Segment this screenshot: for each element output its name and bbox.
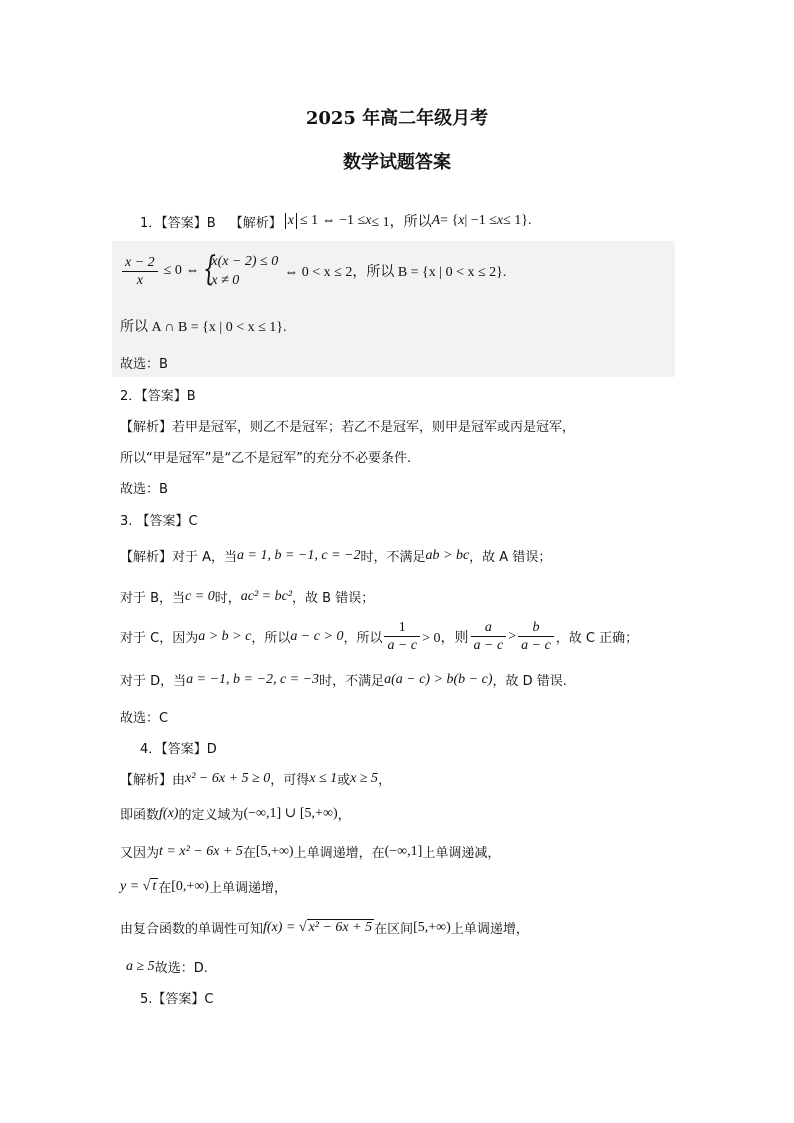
- q4-math: (−∞,1] ∪ [5,+∞): [243, 806, 338, 821]
- q3-text: ，故 A 错误；: [469, 550, 552, 565]
- q3-math: a(a − c) > b(b − c): [384, 671, 493, 687]
- sqrt-radicand: x² − 6x + 5: [308, 920, 373, 935]
- q1-abs-x: x: [285, 213, 297, 229]
- q3-text: ，故 C 正确；: [555, 631, 639, 646]
- fraction-numerator: a: [471, 619, 507, 637]
- q4-text: 【解析】由: [120, 773, 186, 788]
- q4-text: 上单调递增，在: [293, 846, 385, 861]
- q4-math: y = √: [120, 878, 151, 894]
- q4-math: (−∞,1]: [384, 843, 423, 859]
- q4-text: 在: [242, 846, 256, 861]
- q1-cases: [203, 249, 279, 290]
- q3-math: ab > bc: [425, 547, 470, 563]
- q4-text: 的定义域为: [178, 808, 244, 823]
- q4-answer-label: 4．【答案】D: [140, 742, 217, 757]
- q3-text: ，所以: [251, 631, 291, 646]
- q4-text: 上单调递减，: [422, 846, 501, 861]
- fraction-numerator: b: [518, 619, 554, 637]
- q1-text: ≤ 1，所以: [371, 215, 432, 230]
- case-row: x ≠ 0: [211, 273, 240, 288]
- q4-text: 在: [158, 881, 172, 896]
- q3-text: 时，: [214, 591, 241, 606]
- q1-text: ⇔ 0 < x ≤ 2，所以 B = {x | 0 < x ≤ 2}.: [284, 265, 507, 280]
- q4-math: f(x) = √: [263, 919, 307, 935]
- q3-math: c = 0: [185, 588, 215, 604]
- q4-math: x² − 6x + 5 ≥ 0: [185, 770, 271, 786]
- q1-line-2: [120, 249, 507, 290]
- q1-line-4: 故选：B: [120, 357, 168, 372]
- q3-line-3: [120, 619, 638, 654]
- case-row: x(x − 2) ≤ 0: [211, 254, 279, 269]
- q4-math: a ≥ 5: [126, 958, 155, 974]
- q3-math: a − c > 0: [290, 628, 344, 644]
- q1-text: A: [431, 213, 441, 228]
- q4-math: [5,+∞): [413, 919, 451, 935]
- q3-text: >: [508, 628, 517, 644]
- q3-text: > 0，则: [422, 630, 469, 646]
- q5-answer-label: 5.【答案】C: [140, 992, 214, 1007]
- page-subtitle: 数学试题答案: [343, 152, 451, 173]
- q3-text: ，故 B 错误；: [292, 591, 375, 606]
- q1-text: x: [496, 213, 504, 228]
- q4-text: 即函数: [120, 808, 160, 823]
- q1-line-3: 所以 A ∩ B = {x | 0 < x ≤ 1}.: [120, 320, 287, 335]
- page-title: 2025 年高二年级月考: [305, 108, 489, 129]
- q4-line-3: [120, 842, 500, 861]
- q3-line-4: [120, 670, 567, 689]
- fraction-numerator: 1: [384, 619, 420, 637]
- q4-text: 或: [337, 773, 351, 788]
- q3-line-2: [120, 587, 374, 606]
- q4-text: ，可得: [270, 773, 310, 788]
- q4-line-6: [126, 957, 208, 976]
- q4-text: 又因为: [120, 846, 160, 861]
- q4-text: 上单调递增，: [450, 922, 529, 937]
- q3-text: 时，不满足: [360, 550, 426, 565]
- q3-text: 对于 C，因为: [120, 631, 199, 646]
- q3-fraction: [384, 619, 420, 654]
- q3-text: 对于 D，当: [120, 674, 187, 689]
- q3-line-5: 故选：C: [120, 711, 169, 726]
- q3-text: ，故 D 错误.: [492, 674, 567, 689]
- q4-math: [0,+∞): [171, 878, 209, 894]
- q4-text: ，: [337, 808, 351, 823]
- q4-line-5: [120, 918, 529, 937]
- q3-text: 时，不满足: [319, 674, 385, 689]
- q1-text: ≤ 1 ⇔ −1 ≤: [299, 213, 366, 228]
- q4-math: x ≥ 5: [350, 770, 379, 786]
- q2-line-3: 故选：B: [120, 482, 168, 497]
- q2-line-2: 所以“甲是冠军”是“乙不是冠军”的充分不必要条件.: [120, 451, 412, 466]
- q1-line-1: [140, 211, 532, 231]
- q4-math: f(x): [159, 805, 179, 821]
- q4-text: 故选：D.: [154, 961, 208, 976]
- q1-text: ≤ 1}.: [503, 213, 532, 228]
- brace-symbol: {: [203, 249, 217, 289]
- q4-line-1: [120, 769, 391, 788]
- q1-text: x: [458, 213, 465, 228]
- q2-answer-label: 2．【答案】B: [120, 389, 196, 404]
- q4-text: 由复合函数的单调性可知: [120, 922, 264, 937]
- q4-text: 在区间: [374, 922, 414, 937]
- q1-text: | −1 ≤: [464, 213, 497, 228]
- fraction-denominator: a − c: [473, 638, 504, 653]
- q3-text: ，所以: [343, 631, 383, 646]
- q3-text: 对于 B，当: [120, 591, 186, 606]
- q4-text: ，: [378, 773, 392, 788]
- fraction-denominator: a − c: [521, 638, 551, 653]
- q3-math: ac² = bc²: [240, 588, 293, 604]
- q4-math: t = x² − 6x + 5: [159, 843, 243, 859]
- q4-line-4: [120, 877, 287, 896]
- q1-text: ≤ 0 ⇔: [163, 263, 200, 278]
- q1-text: x: [365, 213, 372, 228]
- q1-text: = {: [440, 213, 459, 228]
- fraction-denominator: x: [136, 272, 143, 288]
- q2-line-1: 【解析】若甲是冠军，则乙不是冠军；若乙不是冠军，则甲是冠军或丙是冠军，: [120, 420, 576, 435]
- q3-fraction: [518, 619, 554, 654]
- q1-fraction: [122, 254, 158, 289]
- q1-answer-label: 1．【答案】B: [140, 215, 216, 231]
- q4-math: [5,+∞): [255, 843, 294, 859]
- sqrt-radicand: t: [152, 879, 157, 894]
- q4-line-2: [120, 804, 351, 823]
- q3-math: a = 1, b = −1, c = −2: [237, 547, 361, 563]
- q3-text: 【解析】对于 A，当: [120, 550, 238, 565]
- q3-math: a = −1, b = −2, c = −3: [186, 671, 320, 687]
- q3-fraction: [471, 619, 507, 654]
- q4-text: 上单调递增，: [208, 881, 287, 896]
- q3-answer-label: 3. 【答案】C: [120, 514, 198, 529]
- q4-math: x ≤ 1: [309, 770, 338, 786]
- fraction-numerator: x − 2: [122, 254, 158, 272]
- q1-analysis-label: 【解析】: [229, 215, 282, 231]
- fraction-denominator: a − c: [387, 638, 418, 653]
- q3-line-1: [120, 546, 551, 565]
- q3-math: a > b > c: [198, 628, 252, 644]
